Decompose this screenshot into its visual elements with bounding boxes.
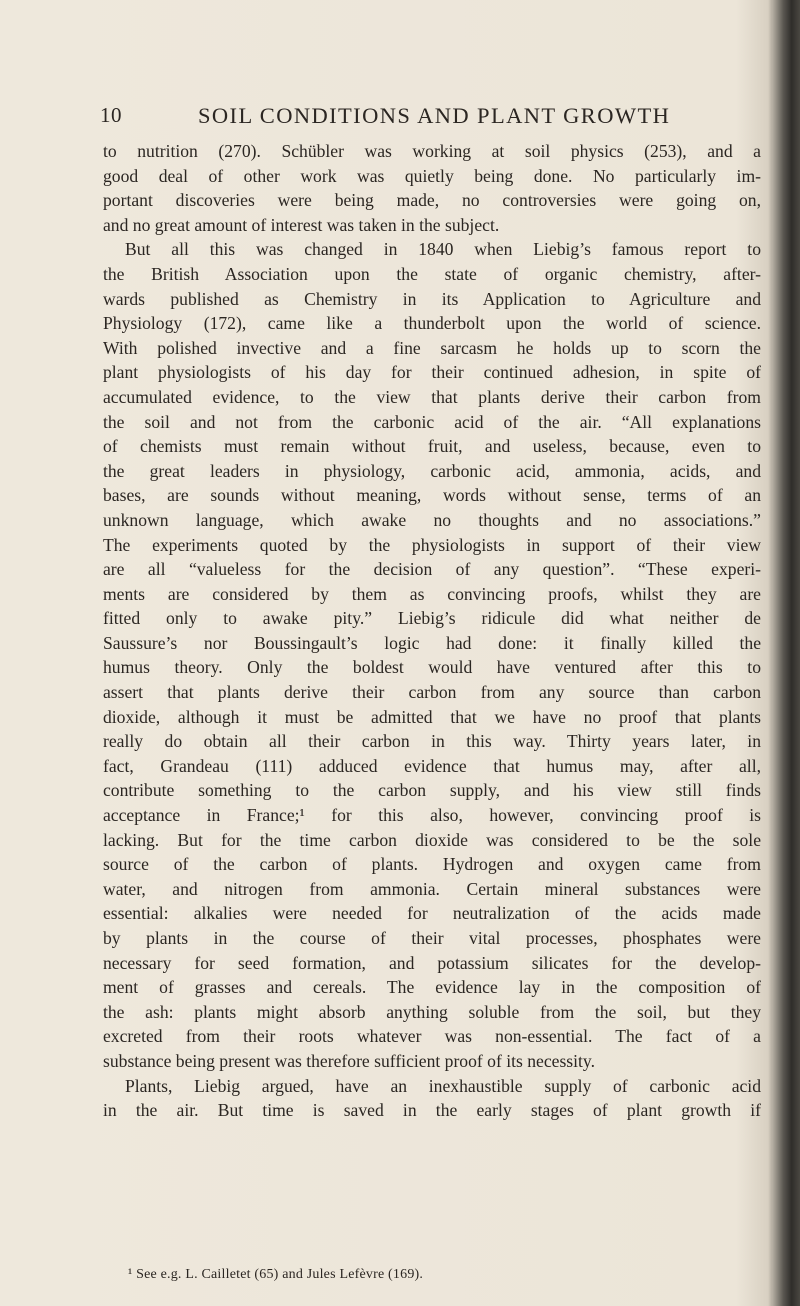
text-line: source of the carbon of plants. Hydrogen and oxygen came from bbox=[103, 854, 761, 875]
text-line: the ash: plants might absorb anything soluble from the soil, but they bbox=[103, 1001, 761, 1022]
text-line: in the air. But time is saved in the early stages of plant growth if bbox=[103, 1100, 761, 1121]
body-text bbox=[103, 139, 761, 1123]
text-line: The experiments quoted by the physiologists in support of their view bbox=[103, 534, 761, 555]
text-line: lacking. But for the time carbon dioxide was considered to be the sole bbox=[103, 829, 761, 850]
text-line: Saussure’s nor Boussingault’s logic had done: it finally killed the bbox=[103, 632, 761, 653]
text-line: humus theory. Only the boldest would have ventured after this to bbox=[103, 657, 761, 678]
text-line: to nutrition (270). Schübler was working at soil physics (253), and a bbox=[103, 141, 761, 161]
text-line: Physiology (172), came like a thunderbolt upon the world of science. bbox=[103, 313, 761, 334]
footnote: ¹ See e.g. L. Cailletet (65) and Jules Lefèvre (169). bbox=[128, 1267, 424, 1282]
text-line: necessary for seed formation, and potassium silicates for the develop- bbox=[103, 952, 761, 973]
text-line: fact, Grandeau (111) adduced evidence that humus may, after all, bbox=[103, 755, 761, 776]
text-line: portant discoveries were being made, no controversies were going on, bbox=[103, 190, 761, 211]
text-line: essential: alkalies were needed for neutralization of the acids made bbox=[103, 903, 761, 924]
text-line: accumulated evidence, to the view that plants derive their carbon from bbox=[103, 386, 761, 407]
text-line: With polished invective and a fine sarcasm he holds up to scorn the bbox=[103, 337, 761, 358]
text-line: Plants, Liebig argued, have an inexhaustible supply of carbonic acid bbox=[125, 1075, 761, 1096]
text-line: of chemists must remain without fruit, and useless, because, even to bbox=[103, 436, 761, 457]
text-line: ment of grasses and cereals. The evidence lay in the composition of bbox=[103, 977, 761, 998]
text-line: the soil and not from the carbonic acid of the air. “All explanations bbox=[103, 411, 761, 432]
text-line: wards published as Chemistry in its Application to Agriculture and bbox=[103, 288, 761, 309]
text-line: bases, are sounds without meaning, words without sense, terms of an bbox=[103, 485, 761, 506]
text-line: good deal of other work was quietly being done. No particularly im- bbox=[103, 165, 761, 186]
text-line: contribute something to the carbon supply, and his view still finds bbox=[103, 780, 761, 801]
text-line: are all “valueless for the decision of any question”. “These experi- bbox=[103, 559, 761, 580]
text-line: and no great amount of interest was taken in the subject. bbox=[103, 214, 500, 235]
text-line: the British Association upon the state of organic chemistry, after- bbox=[103, 263, 761, 284]
text-line: substance being present was therefore sufficient proof of its necessity. bbox=[103, 1050, 595, 1071]
text-line: excreted from their roots whatever was non-essential. The fact of a bbox=[103, 1026, 761, 1047]
page-header bbox=[100, 103, 790, 133]
text-line: But all this was changed in 1840 when Liebig’s famous report to bbox=[125, 239, 761, 260]
text-line: the great leaders in physiology, carbonic acid, ammonia, acids, and bbox=[103, 460, 761, 481]
text-line: acceptance in France;¹ for this also, however, convincing proof is bbox=[103, 805, 761, 826]
text-line: really do obtain all their carbon in this way. Thirty years later, in bbox=[103, 731, 761, 752]
text-line: fitted only to awake pity.” Liebig’s ridicule did what neither de bbox=[103, 608, 761, 629]
running-title: SOIL CONDITIONS AND PLANT GROWTH bbox=[198, 103, 671, 128]
text-line: plant physiologists of his day for their continued adhesion, in spite of bbox=[103, 362, 761, 383]
page-edge-shadow bbox=[772, 0, 800, 1306]
text-line: water, and nitrogen from ammonia. Certain mineral substances were bbox=[103, 878, 761, 899]
text-line: dioxide, although it must be admitted that we have no proof that plants bbox=[103, 706, 761, 727]
text-line: assert that plants derive their carbon from any source than carbon bbox=[103, 682, 761, 703]
text-line: ments are considered by them as convincing proofs, whilst they are bbox=[103, 583, 761, 604]
text-line: by plants in the course of their vital processes, phosphates were bbox=[103, 928, 761, 948]
text-line: unknown language, which awake no thoughts and no associations.” bbox=[103, 509, 761, 530]
page-number: 10 bbox=[100, 103, 122, 127]
